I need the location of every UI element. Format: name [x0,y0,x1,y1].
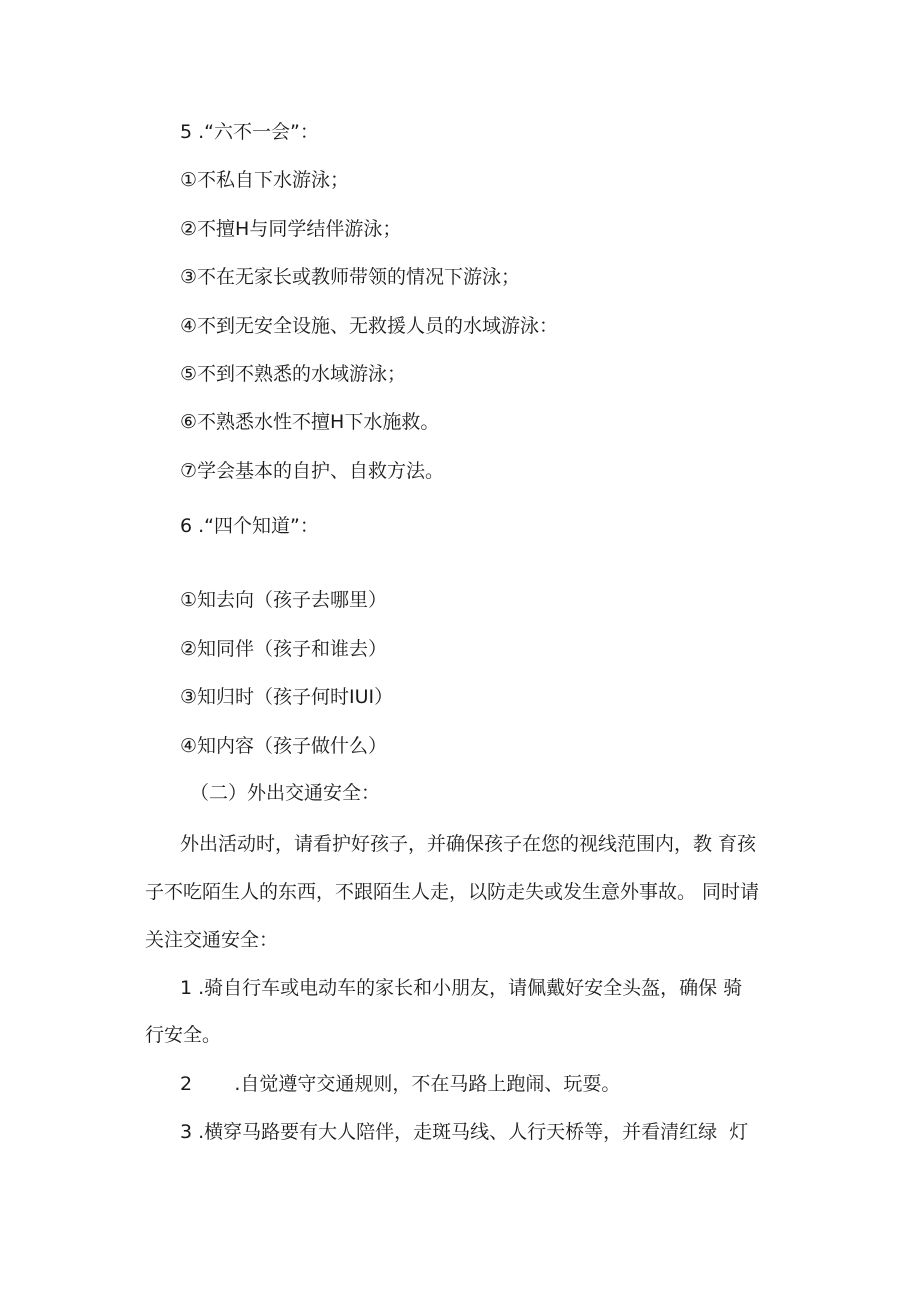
traffic-intro-line-1: 外出活动时，请看护好孩子，并确保孩子在您的视线范围内，教 育孩 [180,833,757,855]
traffic-intro-line-2: 子不吃陌生人的东西，不跟陌生人走，以防走失或发生意外事故。 同时请 [145,881,760,903]
traffic-rule-3: 3 .横穿马路要有大人陪伴，走斑马线、人行天桥等，并看清红绿 灯 [180,1121,749,1143]
section-5-item-7: ⑦学会基本的自护、自救方法。 [180,460,445,482]
section-5-item-1: ①不私自下水游泳； [180,169,350,191]
section-6-item-4: ④知内容（孩子做什么） [180,735,388,757]
traffic-rule-1-line-2: 行安全。 [145,1024,222,1046]
traffic-intro-line-3: 关注交通安全： [145,929,279,951]
section-6-item-1: ①知去向（孩子去哪里） [180,589,388,611]
traffic-rule-1-line-1: 1 .骑自行车或电动车的家长和小朋友，请佩戴好安全头盔，确保 骑 [180,977,743,999]
section-5-item-2: ②不擅H与同学结伴游泳； [180,218,402,240]
section-5-item-3: ③不在无家长或教师带领的情况下游泳； [180,266,521,288]
section-5-item-6: ⑥不熟悉水性不擅H下水施救。 [180,411,440,433]
section-5-heading: 5 .“六不一会”： [180,121,319,143]
section-6-heading: 6 .“四个知道”： [180,515,319,537]
traffic-rule-2: 2 .自觉遵守交通规则，不在马路上跑闹、玩耍。 [180,1073,621,1095]
section-6-item-3: ③知归时（孩子何时IUI） [180,686,394,708]
section-5-item-4: ④不到无安全设施、无救援人员的水域游泳： [180,315,559,337]
section-6-item-2: ②知同伴（孩子和谁去） [180,638,388,660]
traffic-heading: （二）外出交通安全： [190,782,381,804]
section-5-item-5: ⑤不到不熟悉的水域游泳； [180,363,407,385]
